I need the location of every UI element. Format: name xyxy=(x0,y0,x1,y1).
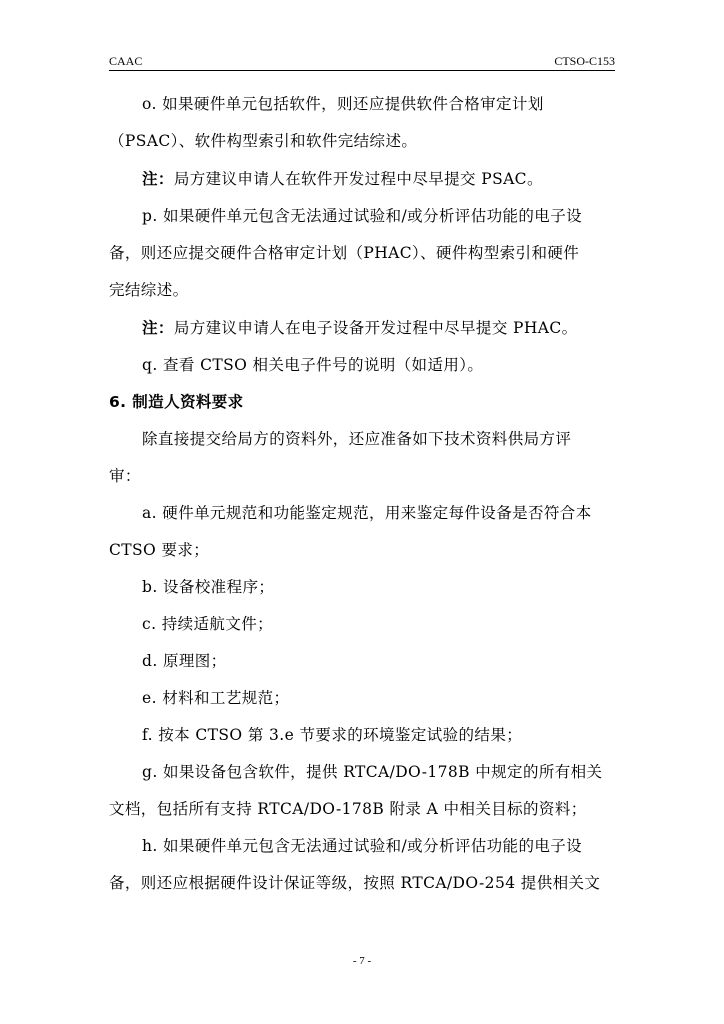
text-line: 除直接提交给局方的资料外，还应准备如下技术资料供局方评 xyxy=(142,430,572,448)
note-line xyxy=(109,160,615,198)
list-item: e. 材料和工艺规范； xyxy=(142,689,290,707)
text-line: 文档，包括所有支持 RTCA/DO-178B 附录 A 中相关目标的资料； xyxy=(109,800,587,818)
list-item: d. 原理图； xyxy=(142,652,227,670)
text-line: q. 查看 CTSO 相关电子件号的说明（如适用）。 xyxy=(142,356,484,374)
page-number: - 7 - xyxy=(352,955,372,967)
text-line: a. 硬件单元规范和功能鉴定规范，用来鉴定每件设备是否符合本 xyxy=(142,504,592,522)
list-item: c. 持续适航文件； xyxy=(142,615,274,633)
page-header xyxy=(109,52,615,70)
text-line: CTSO 要求； xyxy=(109,541,210,559)
note-label: 注： xyxy=(142,169,174,188)
text-line: 完结综述。 xyxy=(109,281,189,299)
text-line: （PSAC）、软件构型索引和软件完结综述。 xyxy=(109,132,418,150)
document-body xyxy=(109,86,615,902)
text-line: p. 如果硬件单元包含无法通过试验和/或分析评估功能的电子设 xyxy=(142,207,583,225)
header-right-text: CTSO-C153 xyxy=(554,54,615,68)
note-line xyxy=(109,309,615,347)
text-line: 审： xyxy=(109,467,141,485)
list-item: b. 设备校准程序； xyxy=(142,578,275,596)
note-label: 注： xyxy=(142,318,174,337)
text-line: 备，则还应根据硬件设计保证等级，按照 RTCA/DO-254 提供相关文 xyxy=(109,874,601,892)
header-left-text: CAAC xyxy=(109,54,143,68)
text-line: g. 如果设备包含软件，提供 RTCA/DO-178B 中规定的所有相关 xyxy=(142,763,603,781)
header-rule xyxy=(109,70,615,71)
text-line: 备，则还应提交硬件合格审定计划（PHAC）、硬件构型索引和硬件 xyxy=(109,244,580,262)
note-text: 局方建议申请人在软件开发过程中尽早提交 PSAC。 xyxy=(173,170,543,188)
text-line: o. 如果硬件单元包括软件，则还应提供软件合格审定计划 xyxy=(142,95,544,113)
note-text: 局方建议申请人在电子设备开发过程中尽早提交 PHAC。 xyxy=(173,319,578,337)
text-line: h. 如果硬件单元包含无法通过试验和/或分析评估功能的电子设 xyxy=(142,837,583,855)
list-item: f. 按本 CTSO 第 3.e 节要求的环境鉴定试验的结果； xyxy=(142,726,523,744)
section-heading: 6. 制造人资料要求 xyxy=(109,393,244,411)
